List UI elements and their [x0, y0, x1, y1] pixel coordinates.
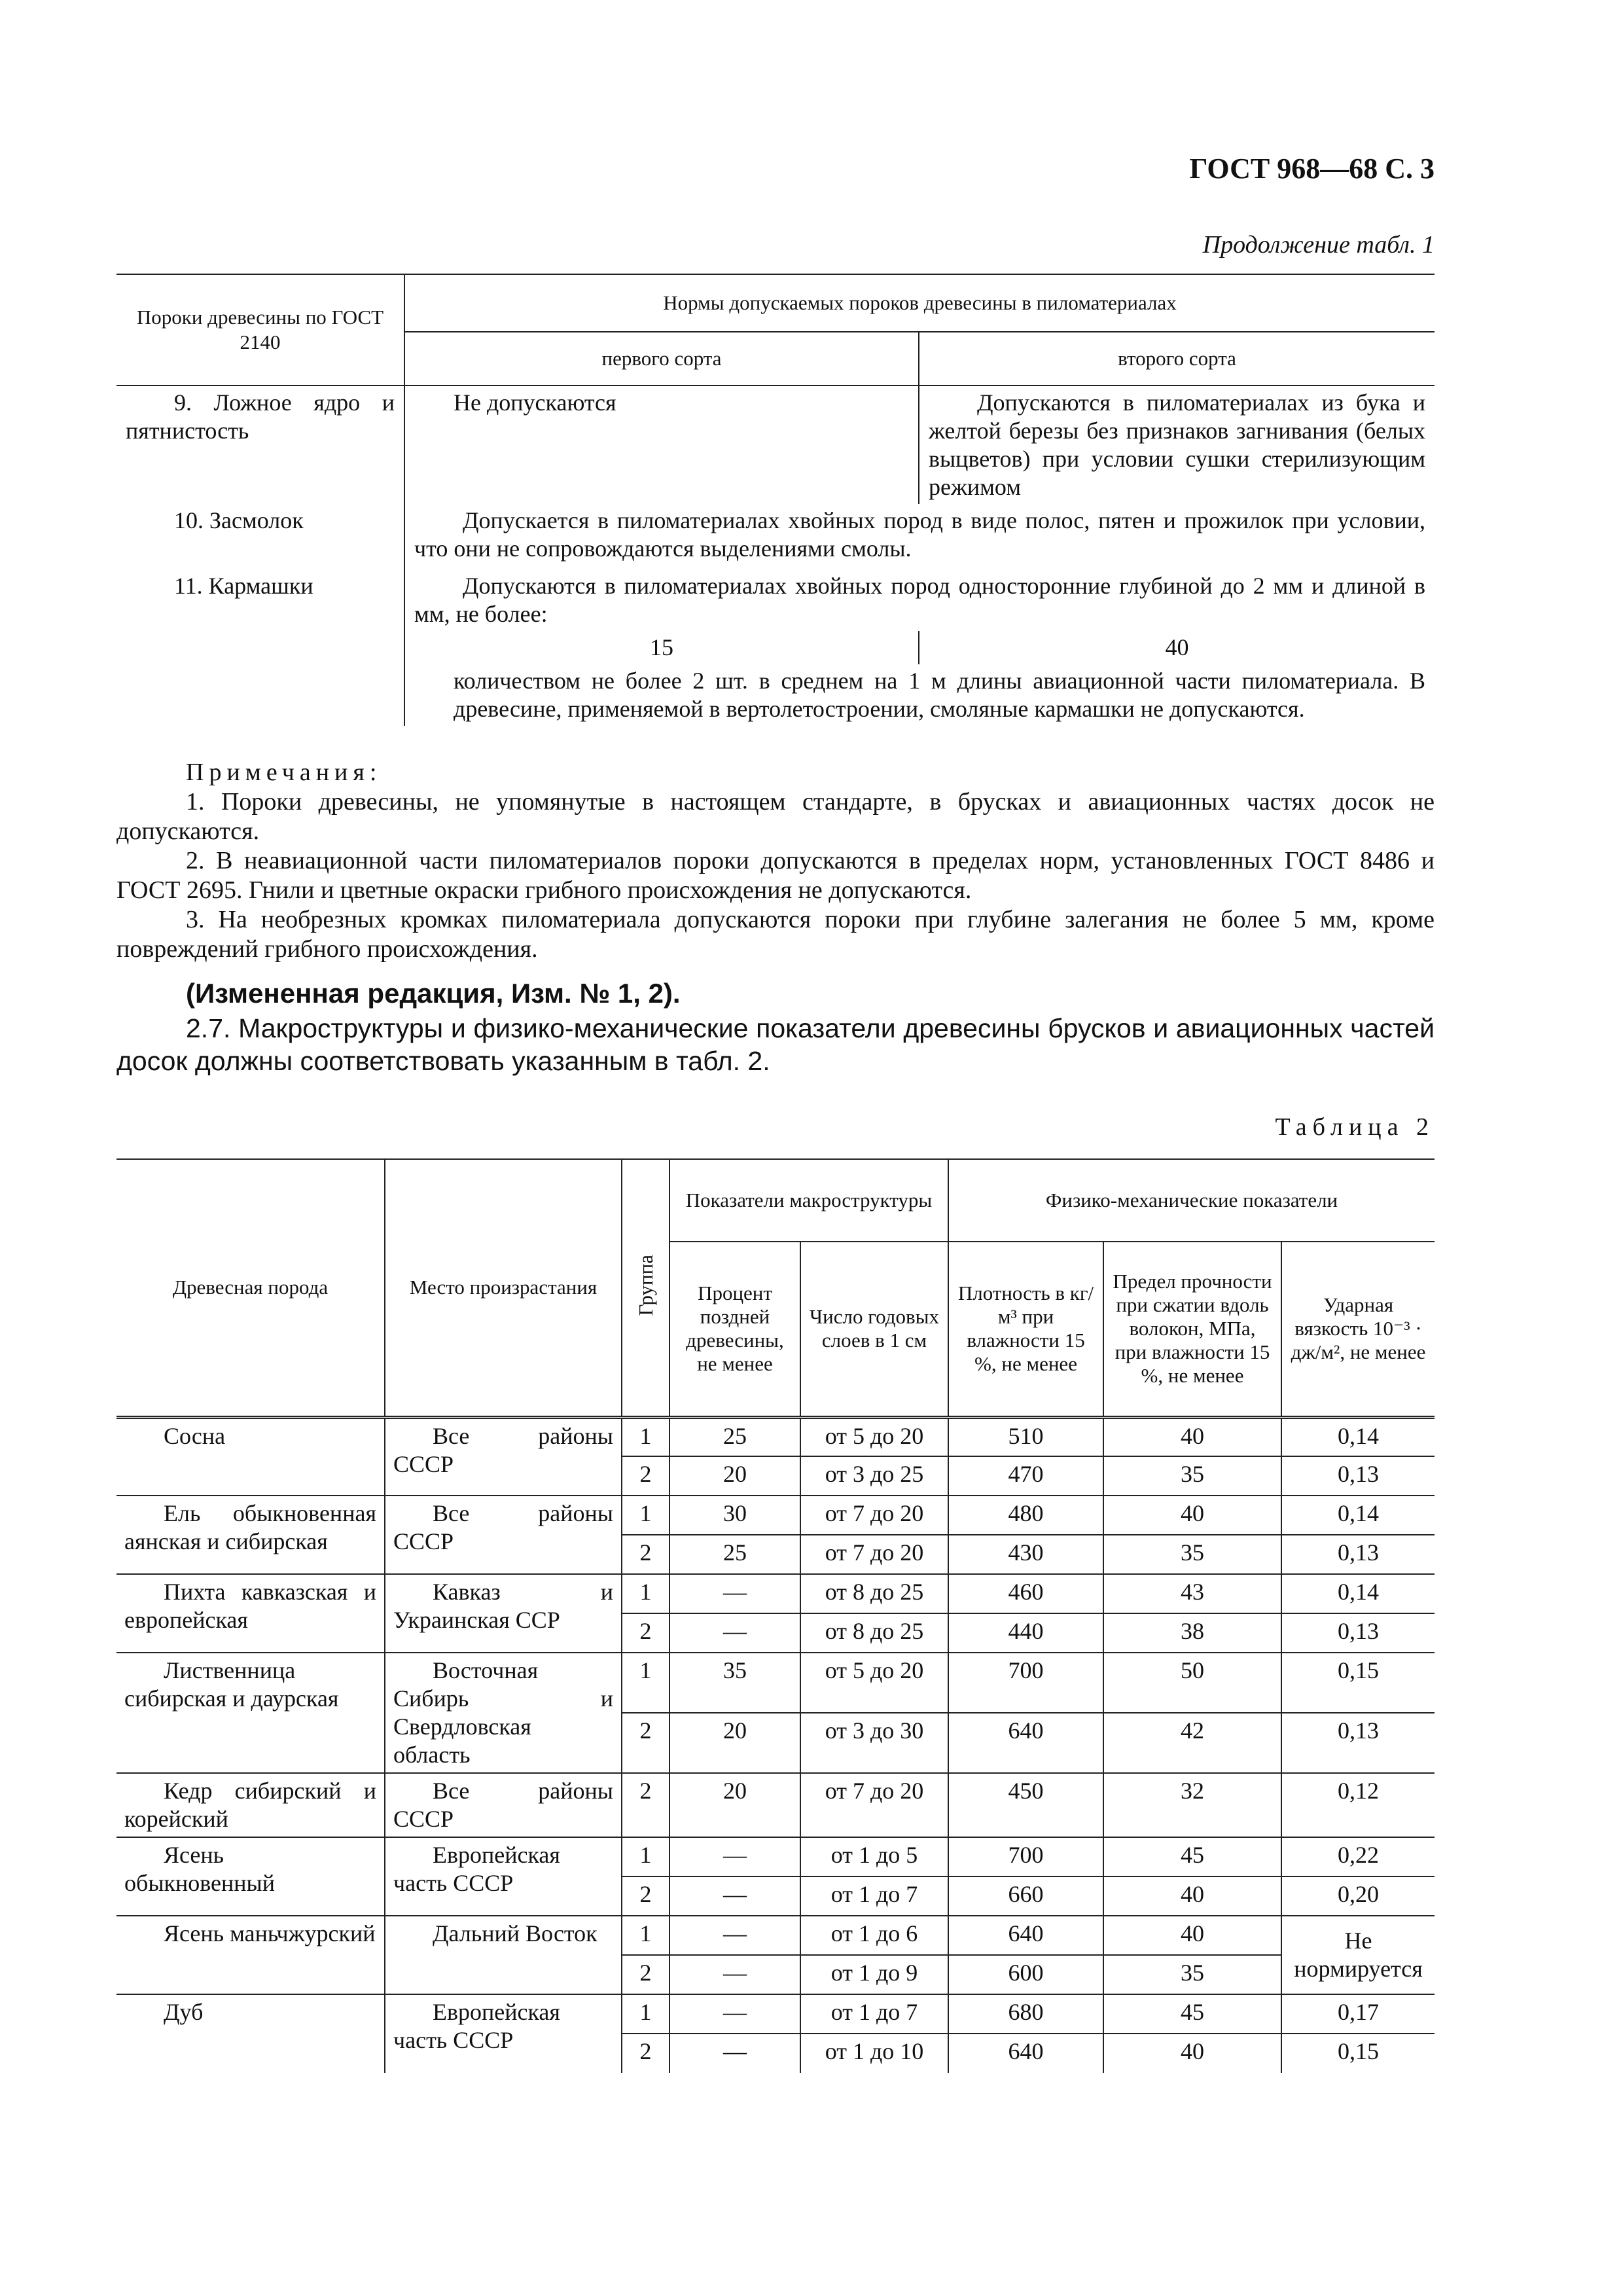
- compression-strength: 38: [1103, 1613, 1281, 1653]
- rings-per-cm: от 1 до 9: [800, 1955, 948, 1994]
- paragraph-2-7: 2.7. Макроструктуры и физико-механические показатели древесины брусков и авиационных частей досок должны соответствовать указанным в табл. 2.: [116, 1013, 1435, 1076]
- group: 2: [622, 2034, 669, 2073]
- t1-row11-second: 40: [919, 631, 1435, 664]
- compression-strength: 35: [1103, 1955, 1281, 1994]
- late-wood-percent: —: [669, 1837, 800, 1876]
- late-wood-percent: —: [669, 2034, 800, 2073]
- growth-place: Восточная Сибирь и Свердловская область: [385, 1653, 622, 1773]
- notes-title: Примечания:: [186, 759, 382, 786]
- impact-strength: Не нормируется: [1281, 1916, 1435, 1994]
- t2-header-place: Место произрастания: [385, 1159, 622, 1417]
- rings-per-cm: от 5 до 20: [800, 1417, 948, 1456]
- density: 700: [948, 1837, 1103, 1876]
- density: 450: [948, 1773, 1103, 1837]
- late-wood-percent: —: [669, 1916, 800, 1955]
- species-name: Дуб: [164, 1999, 204, 2025]
- t1-row10-text: Допускается в пиломатериалах хвойных пород в виде полос, пятен и прожилок при условии, что они не сопровождаются выделениями смолы.: [404, 504, 1435, 569]
- t1-header-norms: Нормы допускаемых пороков древесины в пиломатериалах: [404, 274, 1435, 332]
- impact-strength: 0,20: [1281, 1876, 1435, 1916]
- group: 1: [622, 1417, 669, 1456]
- group: 1: [622, 1574, 669, 1613]
- t1-row11-first: 15: [404, 631, 919, 664]
- compression-strength: 40: [1103, 1496, 1281, 1535]
- growth-place: Все районы СССР: [385, 1417, 622, 1496]
- group: 2: [622, 1955, 669, 1994]
- impact-strength: 0,13: [1281, 1613, 1435, 1653]
- table-row: [116, 1574, 1435, 1613]
- rings-per-cm: от 3 до 30: [800, 1713, 948, 1773]
- density: 660: [948, 1876, 1103, 1916]
- growth-place: Европейская часть СССР: [385, 1994, 622, 2073]
- impact-strength: 0,15: [1281, 2034, 1435, 2073]
- edit-note: (Измененная редакция, Изм. № 1, 2).: [186, 978, 681, 1009]
- species-name: Ясень обыкновенный: [116, 1837, 385, 1916]
- t2-header-late: Процент поздней древесины, не менее: [669, 1242, 800, 1417]
- density: 430: [948, 1535, 1103, 1574]
- rings-per-cm: от 1 до 6: [800, 1916, 948, 1955]
- growth-place: Европейская часть СССР: [385, 1837, 622, 1916]
- group: 2: [622, 1613, 669, 1653]
- impact-strength: 0,22: [1281, 1837, 1435, 1876]
- t2-header-species: Древесная порода: [116, 1159, 385, 1417]
- compression-strength: 50: [1103, 1653, 1281, 1713]
- compression-strength: 42: [1103, 1713, 1281, 1773]
- group: 1: [622, 1916, 669, 1955]
- compression-strength: 40: [1103, 2034, 1281, 2073]
- table-row: [116, 1653, 1435, 1713]
- species-name: Ясень маньчжурский: [116, 1916, 385, 1994]
- table-1: [116, 274, 1435, 726]
- t1-row11-text: Допускаются в пиломатериалах хвойных пород односторонние глубиной до 2 мм и длиной в мм, не более:: [404, 569, 1435, 631]
- rings-per-cm: от 3 до 25: [800, 1456, 948, 1496]
- table-continuation-label: Продолжение табл. 1: [1202, 231, 1435, 259]
- group: 1: [622, 1837, 669, 1876]
- late-wood-percent: —: [669, 1994, 800, 2034]
- impact-strength: 0,13: [1281, 1535, 1435, 1574]
- species-name: Кедр сибирский и корейский: [116, 1773, 385, 1837]
- growth-place: Все районы СССР: [385, 1773, 622, 1837]
- impact-strength: 0,14: [1281, 1417, 1435, 1456]
- rings-per-cm: от 1 до 7: [800, 1994, 948, 2034]
- note-3: 3. На необрезных кромках пиломатериала допускаются пороки при глубине залегания не более 5 мм, кроме повреждений грибного происхождения.: [116, 906, 1435, 963]
- species-name: Пихта кавказская и европейская: [116, 1574, 385, 1653]
- table-row: [116, 1916, 1435, 1955]
- rings-per-cm: от 1 до 7: [800, 1876, 948, 1916]
- compression-strength: 40: [1103, 1417, 1281, 1456]
- t2-header-strength: Предел прочности при сжатии вдоль волокон, МПа, при влажности 15 %, не менее: [1103, 1242, 1281, 1417]
- t1-header-first: первого сорта: [404, 332, 919, 386]
- impact-strength: 0,13: [1281, 1456, 1435, 1496]
- t2-header-density: Плотность в кг/м³ при влажности 15 %, не менее: [948, 1242, 1103, 1417]
- group: 1: [622, 1994, 669, 2034]
- species-name: Ель обыкновенная аянская и сибирская: [116, 1496, 385, 1574]
- t2-body: [116, 1417, 1435, 2073]
- late-wood-percent: 35: [669, 1653, 800, 1713]
- rings-per-cm: от 5 до 20: [800, 1653, 948, 1713]
- impact-strength: 0,12: [1281, 1773, 1435, 1837]
- t1-row10-name: 10. Засмолок: [174, 507, 304, 533]
- t2-header-macro: Показатели макроструктуры: [669, 1159, 948, 1242]
- density: 440: [948, 1613, 1103, 1653]
- group: 2: [622, 1535, 669, 1574]
- t1-row9-second: Допускаются в пиломатериалах из бука и желтой березы без признаков загнивания (белых выцветов) при условии сушки стерилизующим режимом: [919, 386, 1435, 504]
- t2-header-impact: Ударная вязкость 10⁻³ · дж/м², не менее: [1281, 1242, 1435, 1417]
- rings-per-cm: от 7 до 20: [800, 1773, 948, 1837]
- density: 470: [948, 1456, 1103, 1496]
- group: 2: [622, 1876, 669, 1916]
- late-wood-percent: 25: [669, 1535, 800, 1574]
- table-row: [116, 1773, 1435, 1837]
- rings-per-cm: от 7 до 20: [800, 1535, 948, 1574]
- impact-strength: 0,15: [1281, 1653, 1435, 1713]
- late-wood-percent: —: [669, 1613, 800, 1653]
- density: 640: [948, 1916, 1103, 1955]
- rings-per-cm: от 8 до 25: [800, 1613, 948, 1653]
- notes-block: [116, 758, 1435, 964]
- late-wood-percent: —: [669, 1876, 800, 1916]
- table-row: [116, 1837, 1435, 1876]
- t1-row11-name: 11. Кармашки: [174, 573, 313, 599]
- density: 600: [948, 1955, 1103, 1994]
- t2-header-phys: Физико-механические показатели: [948, 1159, 1435, 1242]
- compression-strength: 40: [1103, 1876, 1281, 1916]
- impact-strength: 0,14: [1281, 1496, 1435, 1535]
- compression-strength: 32: [1103, 1773, 1281, 1837]
- note-2: 2. В неавиационной части пиломатериалов пороки допускаются в пределах норм, установленных ГОСТ 8486 и ГОСТ 2695. Гнили и цветные окраски грибного происхождения не допускаются.: [116, 847, 1435, 904]
- density: 680: [948, 1994, 1103, 2034]
- compression-strength: 35: [1103, 1535, 1281, 1574]
- group: 2: [622, 1713, 669, 1773]
- late-wood-percent: 30: [669, 1496, 800, 1535]
- density: 640: [948, 1713, 1103, 1773]
- t1-row11-tail: количеством не более 2 шт. в среднем на 1 м длины авиационной части пиломатериала. В древесине, применяемой в вертолетостроении, смоляные кармашки не допускаются.: [404, 664, 1435, 726]
- late-wood-percent: 25: [669, 1417, 800, 1456]
- table-row: [116, 1417, 1435, 1456]
- density: 510: [948, 1417, 1103, 1456]
- table-row: [116, 1994, 1435, 2034]
- rings-per-cm: от 1 до 10: [800, 2034, 948, 2073]
- table-row: [116, 1496, 1435, 1535]
- page-header: ГОСТ 968—68 С. 3: [1189, 152, 1435, 185]
- density: 480: [948, 1496, 1103, 1535]
- compression-strength: 40: [1103, 1916, 1281, 1955]
- group: 2: [622, 1456, 669, 1496]
- late-wood-percent: 20: [669, 1713, 800, 1773]
- rings-per-cm: от 8 до 25: [800, 1574, 948, 1613]
- impact-strength: 0,17: [1281, 1994, 1435, 2034]
- density: 460: [948, 1574, 1103, 1613]
- t2-header-rings: Число годовых слоев в 1 см: [800, 1242, 948, 1417]
- t1-row9-name: 9. Ложное ядро и пятнистость: [126, 389, 395, 444]
- density: 700: [948, 1653, 1103, 1713]
- late-wood-percent: 20: [669, 1773, 800, 1837]
- rings-per-cm: от 7 до 20: [800, 1496, 948, 1535]
- compression-strength: 45: [1103, 1994, 1281, 2034]
- compression-strength: 45: [1103, 1837, 1281, 1876]
- impact-strength: 0,14: [1281, 1574, 1435, 1613]
- t2-header-group: Группа: [633, 1254, 657, 1316]
- t1-header-defect: Пороки древесины по ГОСТ 2140: [116, 274, 404, 386]
- late-wood-percent: 20: [669, 1456, 800, 1496]
- growth-place: Кавказ и Украинская ССР: [385, 1574, 622, 1653]
- rings-per-cm: от 1 до 5: [800, 1837, 948, 1876]
- table-2: [116, 1158, 1435, 2073]
- species-name: Лиственница сибирская и даурская: [116, 1653, 385, 1773]
- growth-place: Все районы СССР: [385, 1496, 622, 1574]
- t1-header-second: второго сорта: [919, 332, 1435, 386]
- late-wood-percent: —: [669, 1955, 800, 1994]
- table-2-caption: Таблица 2: [1275, 1113, 1435, 1141]
- compression-strength: 43: [1103, 1574, 1281, 1613]
- late-wood-percent: —: [669, 1574, 800, 1613]
- compression-strength: 35: [1103, 1456, 1281, 1496]
- group: 1: [622, 1496, 669, 1535]
- group: 2: [622, 1773, 669, 1837]
- growth-place: Дальний Восток: [385, 1916, 622, 1994]
- density: 640: [948, 2034, 1103, 2073]
- group: 1: [622, 1653, 669, 1713]
- t1-row9-first: Не допускаются: [404, 386, 919, 504]
- species-name: Сосна: [116, 1417, 385, 1496]
- impact-strength: 0,13: [1281, 1713, 1435, 1773]
- note-1: 1. Пороки древесины, не упомянутые в настоящем стандарте, в брусках и авиационных частях досок не допускаются.: [116, 788, 1435, 845]
